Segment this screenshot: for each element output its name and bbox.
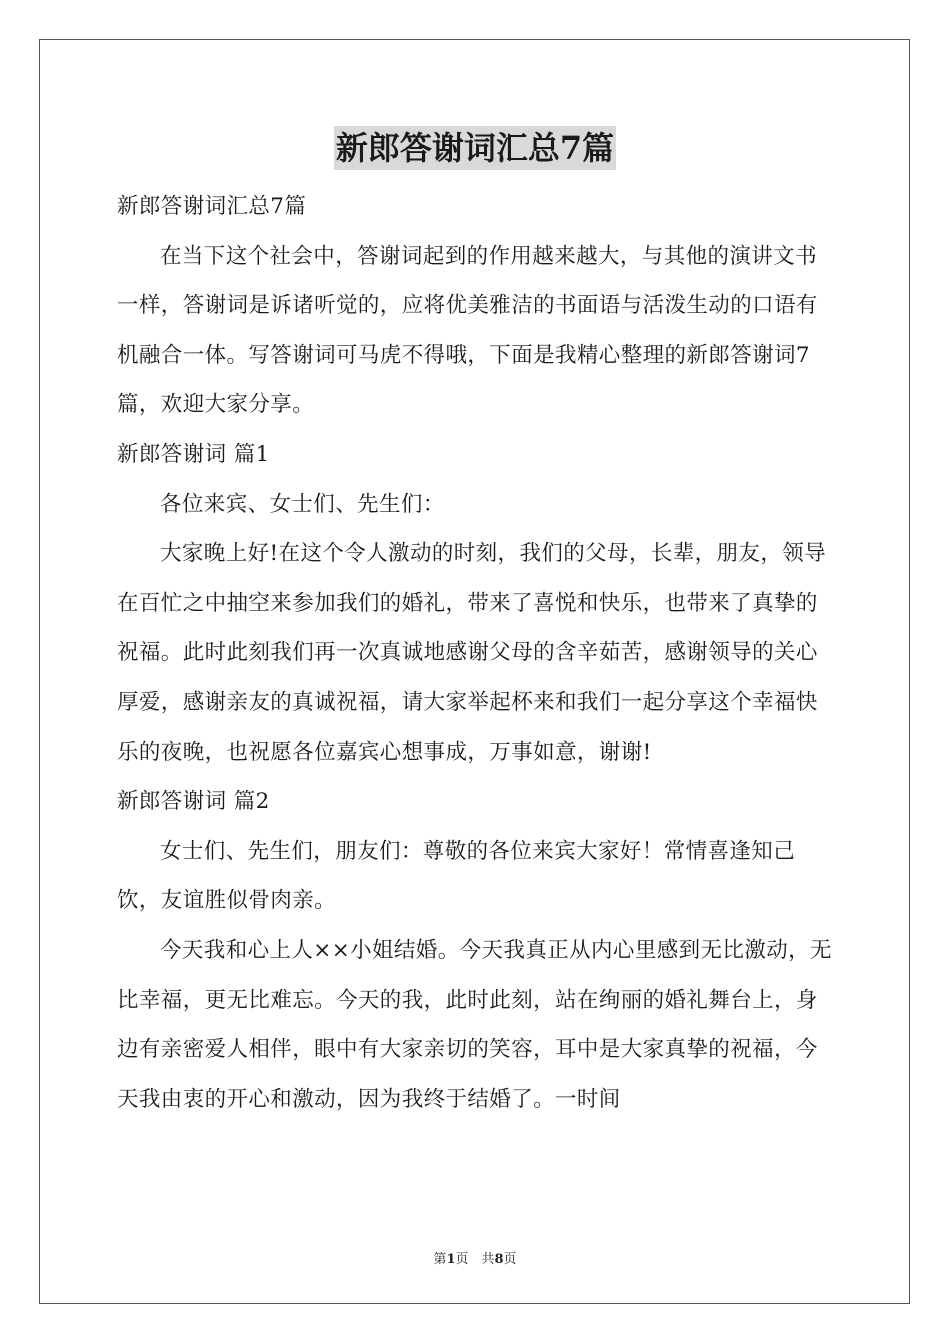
footer-prefix: 第 xyxy=(433,1252,447,1267)
intro-paragraph: 在当下这个社会中，答谢词起到的作用越来越大，与其他的演讲文书一样，答谢词是诉诸听觉的，应将优美雅洁的书面语与活泼生动的口语有机融合一体。写答谢词可马虎不得哦，下面是我精心整理的新郎答谢词7篇，欢迎大家分享。 xyxy=(117,243,818,418)
speech-paragraph-1: 大家晚上好!在这个令人激动的时刻，我们的父母，长辈，朋友，领导在百忙之中抽空来参加我们的婚礼，带来了喜悦和快乐，也带来了真挚的祝福。此时此刻我们再一次真诚地感谢父母的含辛茹苦，感谢领导的关心厚爱，感谢亲友的真诚祝福，请大家举起杯来和我们一起分享这个幸福快乐的夜晚，也祝愿各位嘉宾心想事成，万事如意，谢谢! xyxy=(117,541,827,765)
footer-page-number: 1 xyxy=(446,1252,456,1267)
section-heading-1: 新郎答谢词 篇1 xyxy=(117,441,270,467)
salutation-1: 各位来宾、女士们、先生们： xyxy=(160,491,445,517)
page-footer xyxy=(0,1248,950,1267)
section-heading-2: 新郎答谢词 篇2 xyxy=(117,789,270,815)
document-body xyxy=(117,182,837,1124)
salutation-2: 女士们、先生们，朋友们：尊敬的各位来宾大家好！常情喜逢知己饮，友谊胜似骨肉亲。 xyxy=(117,838,796,914)
footer-mid: 页 共 xyxy=(455,1252,495,1267)
document-title: 新郎答谢词汇总7篇 xyxy=(334,126,616,170)
document-title-wrap xyxy=(0,126,950,170)
footer-total-pages: 8 xyxy=(494,1252,504,1267)
subtitle: 新郎答谢词汇总7篇 xyxy=(117,194,307,219)
footer-suffix: 页 xyxy=(503,1252,517,1267)
speech-paragraph-2: 今天我和心上人××小姐结婚。今天我真正从内心里感到无比激动，无比幸福，更无比难忘。今天的我，此时此刻，站在绚丽的婚礼舞台上，身边有亲密爱人相伴，眼中有大家亲切的笑容，耳中是大家真挚的祝福，今天我由衷的开心和激动，因为我终于结婚了。一时间 xyxy=(117,937,832,1112)
